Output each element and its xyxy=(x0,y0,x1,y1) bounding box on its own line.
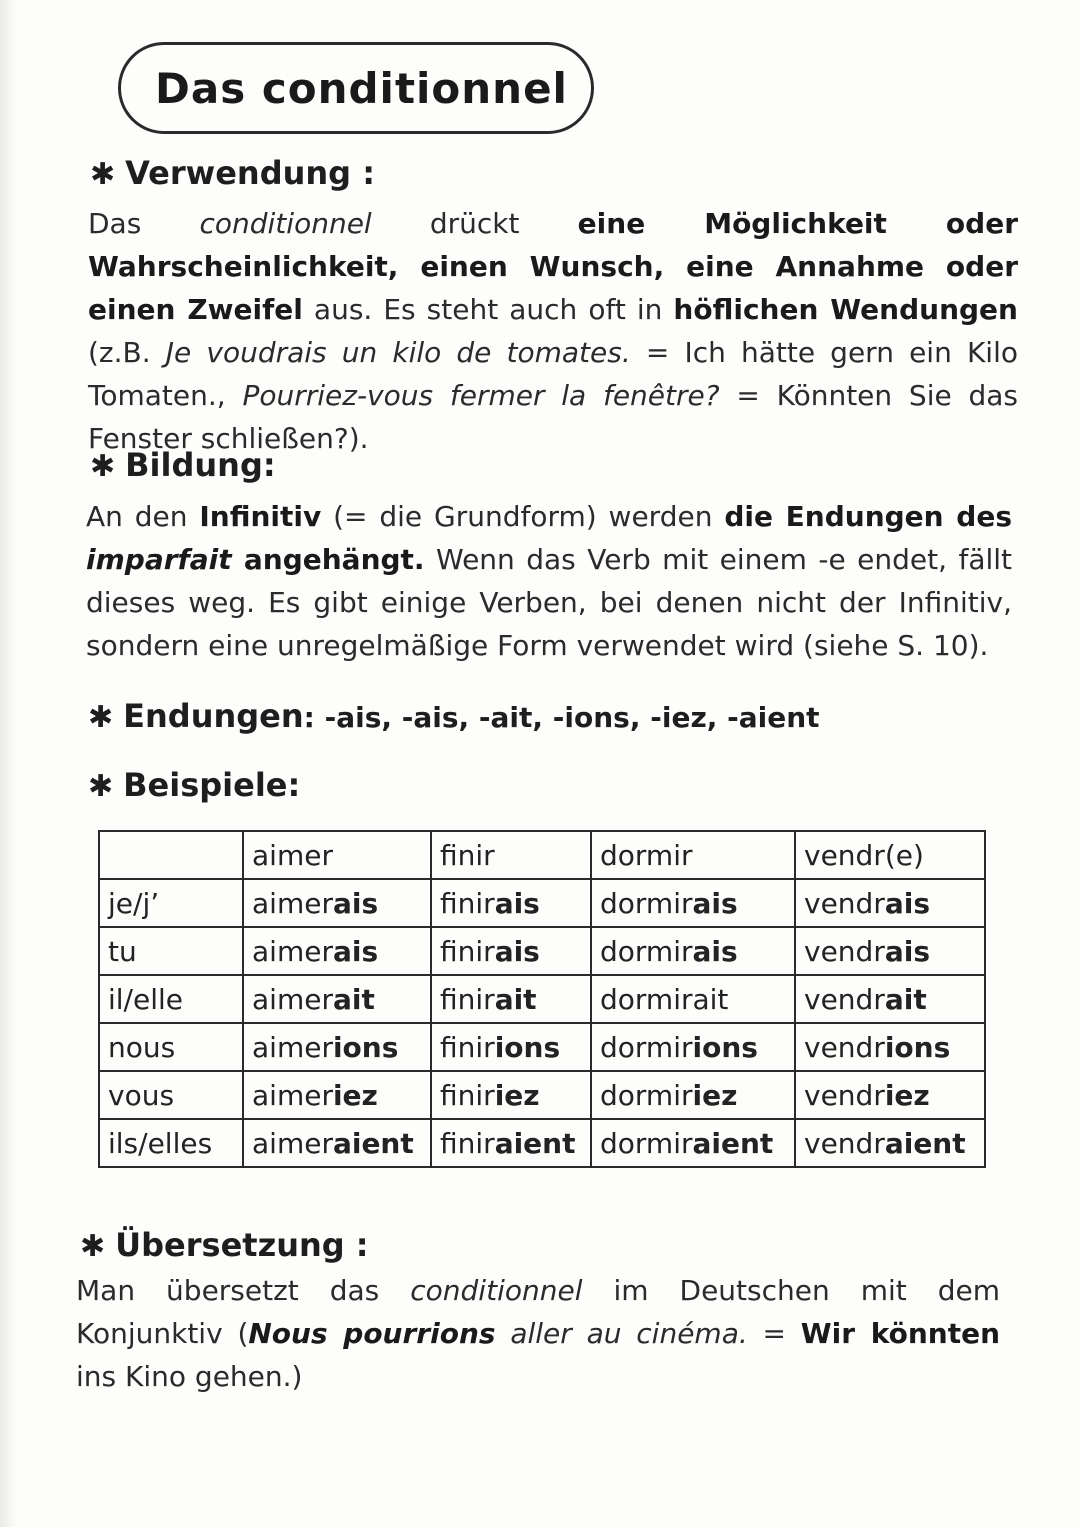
verb-ending: iez xyxy=(332,1078,378,1112)
verb-ending: aient xyxy=(332,1126,414,1160)
verb-stem: finir xyxy=(440,1126,495,1160)
conjugation-cell xyxy=(243,879,431,927)
table-corner-cell xyxy=(99,831,243,879)
conjugation-cell xyxy=(243,927,431,975)
verb-stem: finir xyxy=(440,1030,495,1064)
asterisk-icon: ✱ xyxy=(90,449,116,484)
pronoun-cell: nous xyxy=(99,1023,243,1071)
bildung-paragraph: An den Infinitiv (= die Grundform) werden die Endungen des imparfait angehängt. Wenn das Verb mit einem -e endet, fällt dieses weg. Es gibt einige Verben, bei denen nicht der Infinitiv, sondern eine unregelmäßige Form verwendet wird (siehe S. 10). xyxy=(86,500,1013,662)
verb-ending: ions xyxy=(692,1030,758,1064)
verb-ending: ais xyxy=(494,934,540,968)
conjugation-cell xyxy=(243,1119,431,1167)
conjugation-cell xyxy=(591,975,795,1023)
endungen-heading: ✱ Endungen: -ais, -ais, -ait, -ions, -iez, -aient xyxy=(88,697,820,735)
verb-stem: vendr xyxy=(804,1030,885,1064)
verb-stem: dormir xyxy=(600,886,693,920)
conjugation-cell xyxy=(243,1023,431,1071)
verb-column-header: vendr(e) xyxy=(795,831,985,879)
verb-stem: finir xyxy=(440,934,495,968)
verb-ending: aient xyxy=(692,1126,774,1160)
verb-ending: ait xyxy=(332,982,375,1016)
table-row xyxy=(99,1119,985,1167)
verb-column-header: dormir xyxy=(591,831,795,879)
verb-stem: aimer xyxy=(252,1030,333,1064)
conjugation-cell xyxy=(591,1119,795,1167)
verb-stem: vendr xyxy=(804,1078,885,1112)
verb-ending: ais xyxy=(692,886,738,920)
verb-ending: ais xyxy=(884,886,930,920)
conjugation-cell xyxy=(795,879,985,927)
conjugation-cell xyxy=(591,1071,795,1119)
verb-stem: dormir xyxy=(600,1030,693,1064)
verb-ending: ait xyxy=(494,982,537,1016)
verb-stem: vendr xyxy=(804,1126,885,1160)
conjugation-cell xyxy=(431,927,591,975)
verb-ending: ais xyxy=(884,934,930,968)
conjugation-cell xyxy=(591,1023,795,1071)
verb-stem: vendr xyxy=(804,934,885,968)
verb-stem: finir xyxy=(440,1078,495,1112)
asterisk-icon: ✱ xyxy=(88,769,114,804)
verb-stem: aimer xyxy=(252,1126,333,1160)
conjugation-cell xyxy=(795,1071,985,1119)
bildung-heading: ✱ Bildung: xyxy=(90,446,276,484)
verb-ending: ais xyxy=(332,934,379,968)
verb-ending: ions xyxy=(332,1030,399,1064)
uebersetzung-paragraph: Man übersetzt das conditionnel im Deutschen mit dem Konjunktiv (Nous pourrions aller au cinéma. = Wir könnten ins Kino gehen.) xyxy=(76,1274,1001,1393)
verb-ending: ais xyxy=(692,934,738,968)
pronoun-cell: je/j’ xyxy=(99,879,243,927)
verb-stem: dormirait xyxy=(600,982,729,1016)
pronoun-cell: ils/elles xyxy=(99,1119,243,1167)
verb-ending: ions xyxy=(884,1030,951,1064)
verb-stem: dormir xyxy=(600,1126,693,1160)
verb-column-header: aimer xyxy=(243,831,431,879)
conjugation-cell xyxy=(795,1119,985,1167)
beispiele-heading: ✱ Beispiele: xyxy=(88,766,301,804)
verb-stem: finir xyxy=(440,886,495,920)
verb-stem: dormir xyxy=(600,934,693,968)
verb-ending: ais xyxy=(332,886,379,920)
endungen-list: : -ais, -ais, -ait, -ions, -iez, -aient xyxy=(303,701,820,734)
verb-stem: aimer xyxy=(252,886,333,920)
verb-stem: finir xyxy=(440,982,495,1016)
table-header-row xyxy=(99,831,985,879)
conjugation-table xyxy=(98,830,986,1168)
conjugation-cell xyxy=(431,1023,591,1071)
verb-ending: ions xyxy=(494,1030,561,1064)
conjugation-cell xyxy=(795,1023,985,1071)
conjugation-cell xyxy=(431,879,591,927)
verb-stem: aimer xyxy=(252,934,333,968)
conjugation-cell xyxy=(795,927,985,975)
verb-ending: iez xyxy=(494,1078,540,1112)
verwendung-paragraph: Das conditionnel drückt eine Möglichkeit oder Wahrscheinlichkeit, einen Wunsch, eine Annahme oder einen Zweifel aus. Es steht auch oft in höflichen Wendungen (z.B. Je voudrais un kilo de tomates. = Ich hätte gern ein Kilo Tomaten., Pourriez-vous fermer la fenêtre? = Könnten Sie das Fenster schließen?). xyxy=(88,207,1019,455)
title-box xyxy=(118,42,594,134)
conjugation-cell xyxy=(243,975,431,1023)
table-row xyxy=(99,879,985,927)
verb-stem: vendr xyxy=(804,886,885,920)
conjugation-cell xyxy=(243,1071,431,1119)
page-title: Das conditionnel xyxy=(155,63,568,113)
verb-ending: aient xyxy=(884,1126,966,1160)
verb-stem: aimer xyxy=(252,1078,333,1112)
verwendung-heading: ✱ Verwendung : xyxy=(90,154,375,192)
asterisk-icon: ✱ xyxy=(90,157,116,192)
conjugation-cell xyxy=(591,879,795,927)
uebersetzung-heading: ✱ Übersetzung : xyxy=(80,1226,369,1264)
page-edge xyxy=(0,0,16,1527)
verb-column-header: finir xyxy=(431,831,591,879)
pronoun-cell: tu xyxy=(99,927,243,975)
table-row xyxy=(99,1023,985,1071)
pronoun-cell: vous xyxy=(99,1071,243,1119)
table-row xyxy=(99,1071,985,1119)
conjugation-cell xyxy=(431,1119,591,1167)
conjugation-cell xyxy=(431,1071,591,1119)
verb-ending: ais xyxy=(494,886,540,920)
table-row xyxy=(99,927,985,975)
conjugation-cell xyxy=(795,975,985,1023)
conjugation-cell xyxy=(431,975,591,1023)
verb-ending: ait xyxy=(884,982,927,1016)
table-row xyxy=(99,975,985,1023)
asterisk-icon: ✱ xyxy=(80,1229,106,1264)
verb-ending: aient xyxy=(494,1126,576,1160)
verb-stem: aimer xyxy=(252,982,333,1016)
verb-ending: iez xyxy=(884,1078,930,1112)
asterisk-icon: ✱ xyxy=(88,700,114,735)
verb-stem: vendr xyxy=(804,982,885,1016)
pronoun-cell: il/elle xyxy=(99,975,243,1023)
verb-stem: dormir xyxy=(600,1078,693,1112)
conjugation-cell xyxy=(591,927,795,975)
verb-ending: iez xyxy=(692,1078,738,1112)
